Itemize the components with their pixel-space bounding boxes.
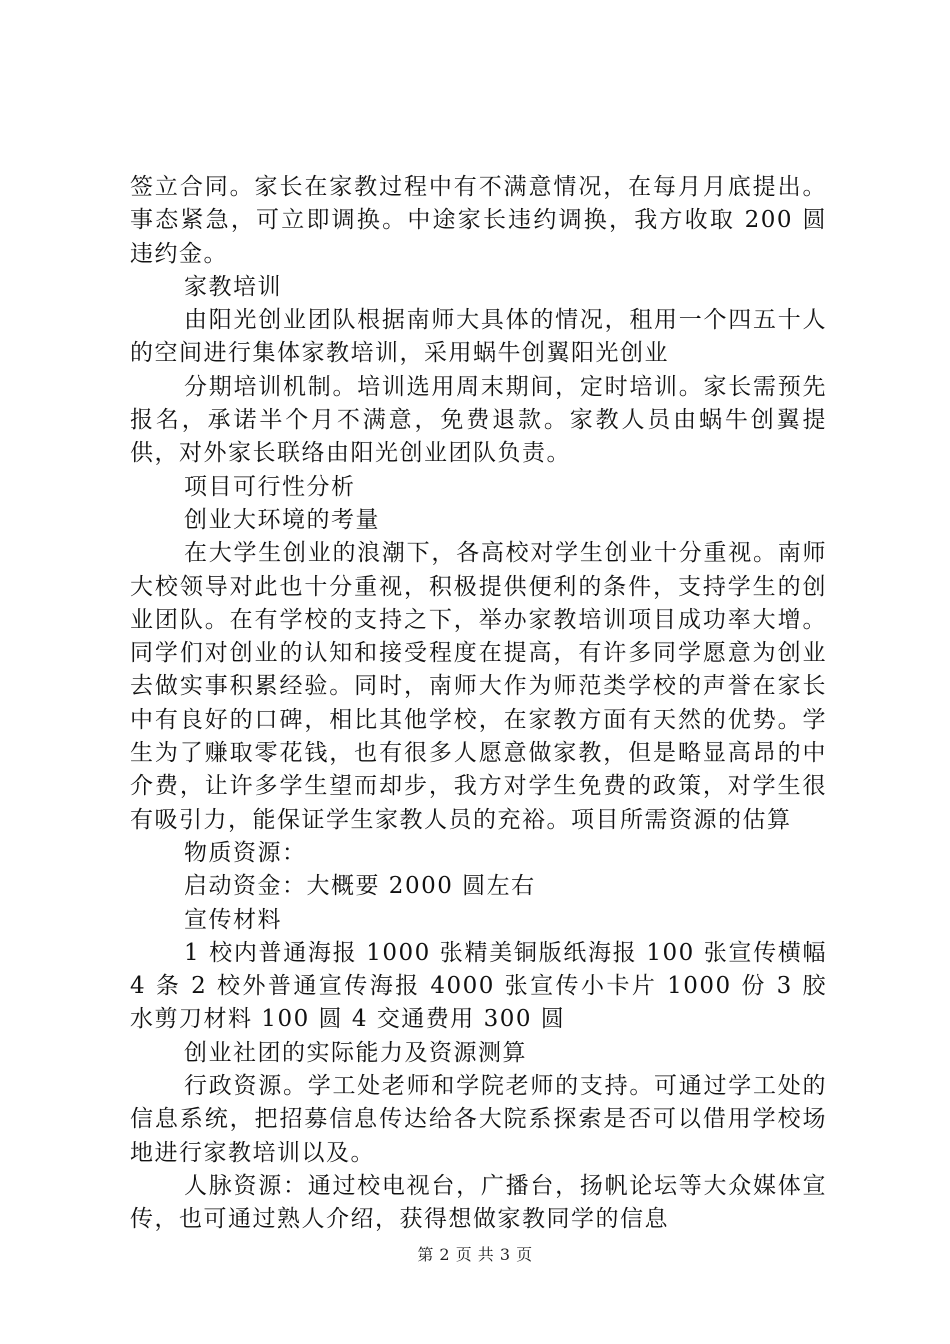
paragraph-network-resources: 人脉资源：通过校电视台，广播台，扬帆论坛等大众媒体宣传，也可通过熟人介绍，获得想做家教同学的信息 <box>130 1172 827 1233</box>
heading-feasibility-analysis: 项目可行性分析 <box>184 473 356 500</box>
paragraph-environment: 在大学生创业的浪潮下，各高校对学生创业十分重视。南师大校领导对此也十分重视，积极提供便利的条件，支持学生的创业团队。在有学校的支持之下，举办家教培训项目成功率大增。同学们对创业的认知和接受程度在提高，有许多同学愿意为创业去做实事积累经验。同时，南师大作为师范类学校的声誉在家长中有良好的口碑，相比其他学校，在家教方面有天然的优势。学生为了赚取零花钱，也有很多人愿意做家教，但是略显高昂的中介费，让许多学生望而却步，我方对学生免费的政策，对学生很有吸引力，能保证学生家教人员的充裕。项目所需资源的估算 <box>130 540 827 833</box>
paragraph-admin-resources: 行政资源。学工处老师和学院老师的支持。可通过学工处的信息系统，把招募信息传达给各大院系探索是否可以借用学校场地进行家教培训以及。 <box>130 1073 827 1166</box>
document-body <box>130 171 827 1237</box>
heading-material-resources: 物质资源： <box>184 839 307 866</box>
heading-club-capability: 创业社团的实际能力及资源测算 <box>184 1039 527 1066</box>
heading-environment: 创业大环境的考量 <box>184 506 380 533</box>
page-number-footer: 第 2 页 共 3 页 <box>417 1245 533 1264</box>
paragraph-contract-terms: 签立合同。家长在家教过程中有不满意情况，在每月月底提出。事态紧急，可立即调换。中途家长违约调换，我方收取 200 圆违约金。 <box>130 174 827 267</box>
paragraph-startup-funds: 启动资金：大概要 2000 圆左右 <box>184 873 536 900</box>
heading-promo-materials: 宣传材料 <box>184 906 282 933</box>
paragraph-training-mechanism: 分期培训机制。培训选用周末期间，定时培训。家长需预先报名，承诺半个月不满意，免费退款。家教人员由蜗牛创翼提供，对外家长联络由阳光创业团队负责。 <box>130 373 827 467</box>
heading-tutor-training: 家教培训 <box>184 273 282 300</box>
paragraph-promo-list: 1 校内普通海报 1000 张精美铜版纸海报 100 张宣传横幅 4 条 2 校外普通宣传海报 4000 张宣传小卡片 1000 份 3 胶水剪刀材料 100 圆 4 交通费用 300 圆 <box>130 939 827 1033</box>
paragraph-training-venue: 由阳光创业团队根据南师大具体的情况，租用一个四五十人的空间进行集体家教培训，采用蜗牛创翼阳光创业 <box>130 307 827 367</box>
